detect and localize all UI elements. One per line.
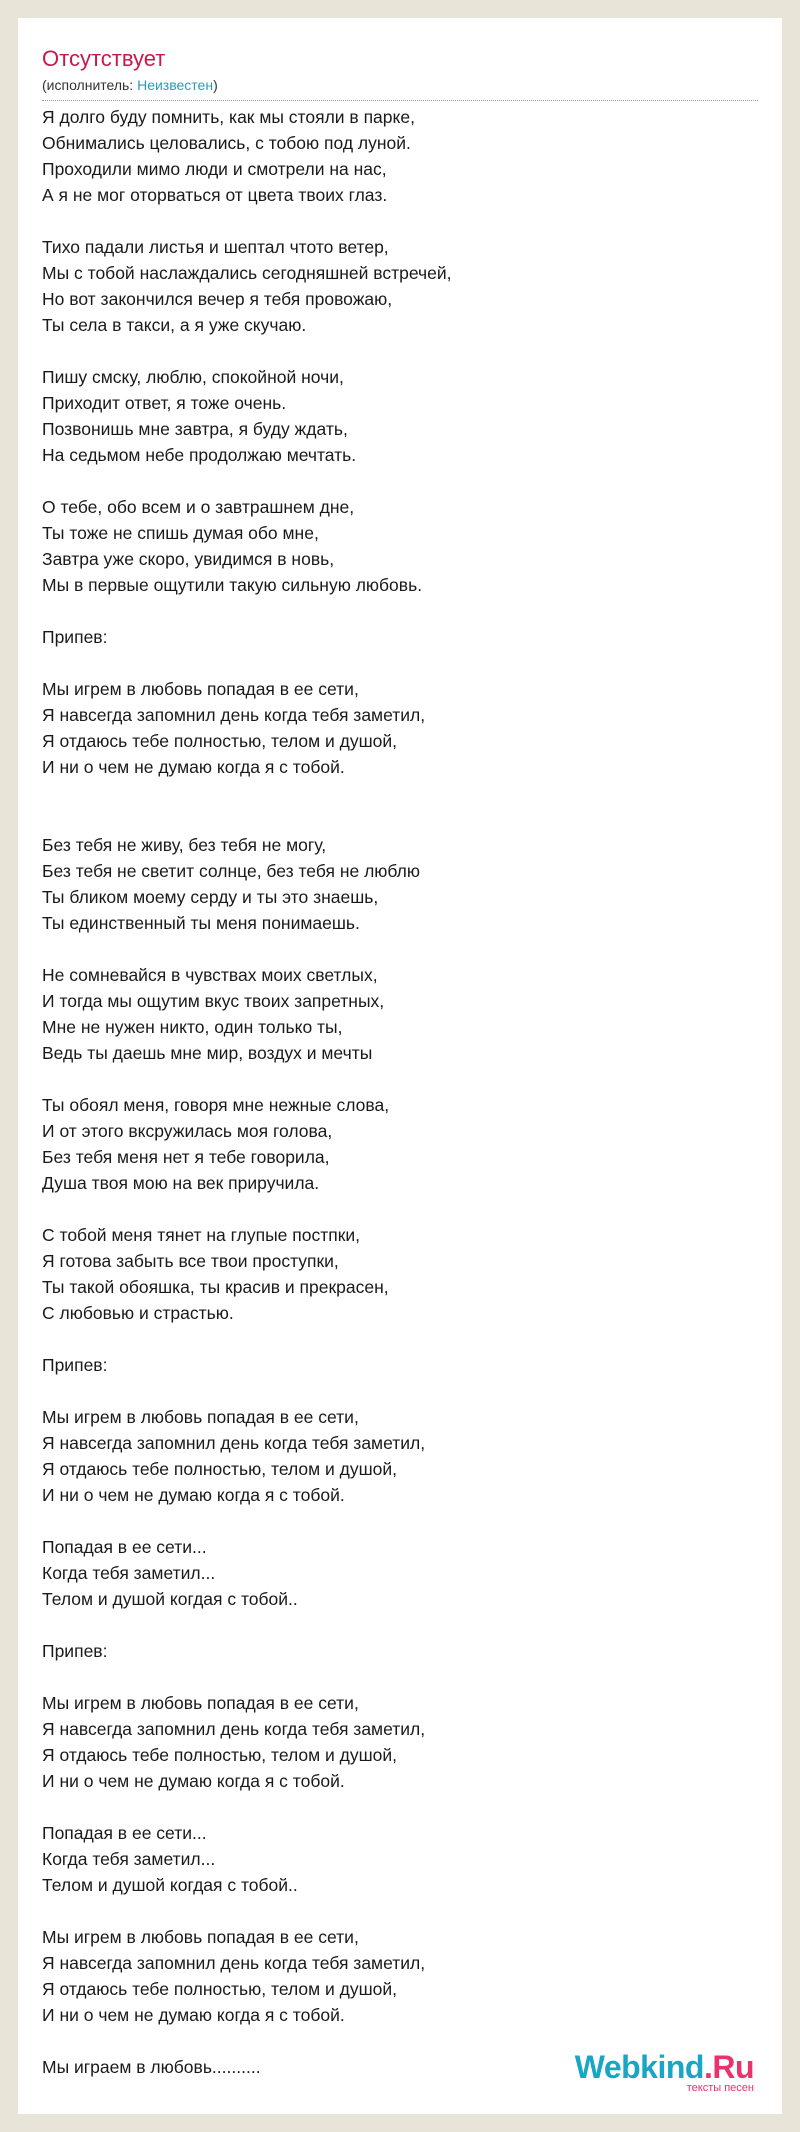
lyric-line: Не сомневайся в чувствах моих светлых, xyxy=(42,965,378,985)
lyric-line: Я отдаюсь тебе полностью, телом и душой, xyxy=(42,731,398,751)
lyric-line: Ты такой обояшка, ты красив и прекрасен, xyxy=(42,1277,389,1297)
lyric-line: Проходили мимо люди и смотрели на нас, xyxy=(42,159,387,179)
artist-link[interactable]: Неизвестен xyxy=(137,77,214,93)
chorus-label: Припев: xyxy=(42,627,108,647)
stanza xyxy=(42,494,758,598)
chorus-label-block xyxy=(42,624,758,650)
lyric-line: Мы игрем в любовь попадая в ее сети, xyxy=(42,679,359,699)
lyric-line: И ни о чем не думаю когда я с тобой. xyxy=(42,1771,345,1791)
lyric-line: О тебе, обо всем и о завтрашнем дне, xyxy=(42,497,355,517)
lyric-line: Без тебя меня нет я тебе говорила, xyxy=(42,1147,330,1167)
lyric-line: Душа твоя мою на век приручила. xyxy=(42,1173,320,1193)
stanza xyxy=(42,1534,758,1612)
lyric-line: Я навсегда запомнил день когда тебя заметил, xyxy=(42,1953,426,1973)
stanza xyxy=(42,1924,758,2028)
stanza xyxy=(42,1690,758,1794)
stanza xyxy=(42,676,758,780)
lyric-line: Без тебя не светит солнце, без тебя не люблю xyxy=(42,861,420,881)
logo-tagline: тексты песен xyxy=(686,2082,754,2094)
lyric-line: Мы играем в любовь.......... xyxy=(42,2057,261,2077)
lyric-line: Позвонишь мне завтра, я буду ждать, xyxy=(42,419,348,439)
stanza xyxy=(42,364,758,468)
artist-prefix: (исполнитель: xyxy=(42,77,138,93)
logo-web-text: Webkind xyxy=(574,2049,704,2085)
chorus-label-block xyxy=(42,1638,758,1664)
lyric-line: С тобой меня тянет на глупые постпки, xyxy=(42,1225,361,1245)
lyric-line: Тихо падали листья и шептал чтото ветер, xyxy=(42,237,389,257)
header-divider xyxy=(42,100,758,101)
lyric-line: Телом и душой когдая с тобой.. xyxy=(42,1589,298,1609)
artist-suffix: ) xyxy=(213,77,218,93)
lyric-line: Попадая в ее сети... xyxy=(42,1537,207,1557)
lyric-line: Я долго буду помнить, как мы стояли в парке, xyxy=(42,107,415,127)
lyric-line: Мы игрем в любовь попадая в ее сети, xyxy=(42,1407,359,1427)
stanza xyxy=(42,1820,758,1898)
lyric-line: Я отдаюсь тебе полностью, телом и душой, xyxy=(42,1745,398,1765)
lyric-line: И ни о чем не думаю когда я с тобой. xyxy=(42,1485,345,1505)
stanza xyxy=(42,1222,758,1326)
lyric-line: А я не мог оторваться от цвета твоих глаз. xyxy=(42,185,388,205)
lyric-line: Я готова забыть все твои проступки, xyxy=(42,1251,339,1271)
chorus-label: Припев: xyxy=(42,1641,108,1661)
logo-ru-text: .Ru xyxy=(703,2049,754,2085)
lyric-line: И ни о чем не думаю когда я с тобой. xyxy=(42,757,345,777)
lyric-line: Мне не нужен никто, один только ты, xyxy=(42,1017,343,1037)
lyric-line: Когда тебя заметил... xyxy=(42,1849,216,1869)
lyric-line: Мы в первые ощутили такую сильную любовь. xyxy=(42,575,423,595)
lyrics-body xyxy=(42,104,758,2106)
lyric-line: Без тебя не живу, без тебя не могу, xyxy=(42,835,327,855)
song-header xyxy=(42,44,758,101)
lyric-line: Когда тебя заметил... xyxy=(42,1563,216,1583)
stanza xyxy=(42,832,758,936)
stanza xyxy=(42,1404,758,1508)
lyric-line: Я навсегда запомнил день когда тебя заметил, xyxy=(42,705,426,725)
blank-line xyxy=(42,806,758,832)
lyric-line: Ты тоже не спишь думая обо мне, xyxy=(42,523,319,543)
lyric-line: И от этого вксружилась моя голова, xyxy=(42,1121,333,1141)
lyric-line: Я навсегда запомнил день когда тебя заметил, xyxy=(42,1719,426,1739)
artist-line xyxy=(42,76,758,94)
lyric-line: Я отдаюсь тебе полностью, телом и душой, xyxy=(42,1459,398,1479)
lyric-line: На седьмом небе продолжаю мечтать. xyxy=(42,445,357,465)
chorus-label: Припев: xyxy=(42,1355,108,1375)
logo-wordmark xyxy=(575,2050,754,2084)
lyric-line: И ни о чем не думаю когда я с тобой. xyxy=(42,2005,345,2025)
lyric-line: Обнимались целовались, с тобою под луной. xyxy=(42,133,411,153)
lyric-line: Телом и душой когдая с тобой.. xyxy=(42,1875,298,1895)
song-title: Отсутствует xyxy=(42,46,166,71)
stanza xyxy=(42,234,758,338)
lyrics-card xyxy=(18,18,782,2114)
stanza xyxy=(42,962,758,1066)
lyric-line: Ты села в такси, а я уже скучаю. xyxy=(42,315,307,335)
lyric-line: Я навсегда запомнил день когда тебя заметил, xyxy=(42,1433,426,1453)
lyric-line: Мы игрем в любовь попадая в ее сети, xyxy=(42,1693,359,1713)
lyric-line: Ты обоял меня, говоря мне нежные слова, xyxy=(42,1095,390,1115)
lyric-line: И тогда мы ощутим вкус твоих запретных, xyxy=(42,991,385,1011)
lyric-line: Ведь ты даешь мне мир, воздух и мечты xyxy=(42,1043,373,1063)
stanza xyxy=(42,1092,758,1196)
lyric-line: Ты единственный ты меня понимаешь. xyxy=(42,913,360,933)
webkind-logo[interactable] xyxy=(575,2050,754,2094)
stanza xyxy=(42,104,758,208)
lyric-line: Приходит ответ, я тоже очень. xyxy=(42,393,287,413)
lyric-line: Но вот закончился вечер я тебя провожаю, xyxy=(42,289,393,309)
lyric-line: Завтра уже скоро, увидимся в новь, xyxy=(42,549,335,569)
lyric-line: С любовью и страстью. xyxy=(42,1303,234,1323)
lyric-line: Попадая в ее сети... xyxy=(42,1823,207,1843)
lyric-line: Пишу смску, люблю, спокойной ночи, xyxy=(42,367,344,387)
chorus-label-block xyxy=(42,1352,758,1378)
lyric-line: Я отдаюсь тебе полностью, телом и душой, xyxy=(42,1979,398,1999)
lyric-line: Мы игрем в любовь попадая в ее сети, xyxy=(42,1927,359,1947)
lyric-line: Мы с тобой наслаждались сегодняшней встречей, xyxy=(42,263,452,283)
lyric-line: Ты бликом моему серду и ты это знаешь, xyxy=(42,887,379,907)
